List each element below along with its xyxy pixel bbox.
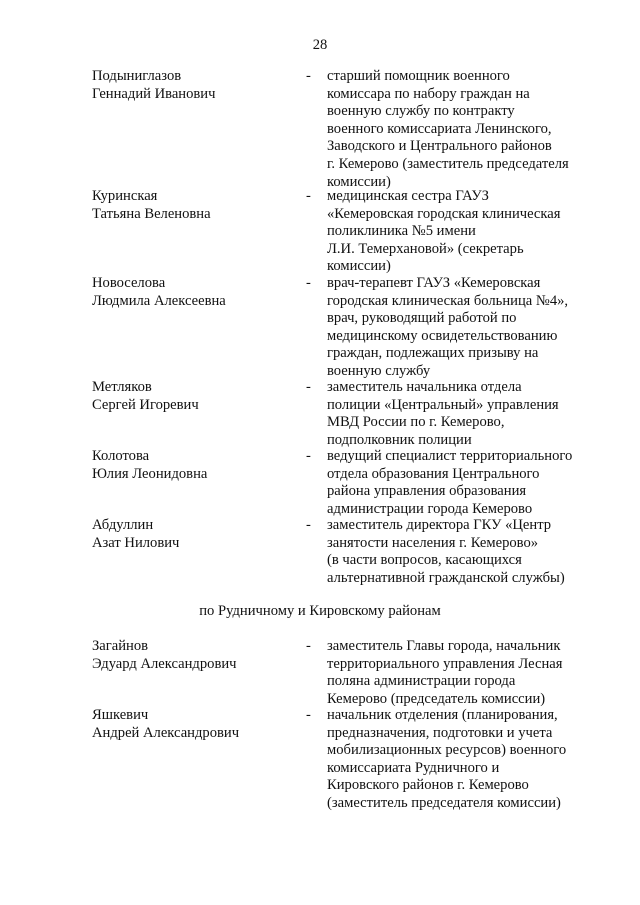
member-role: [327, 188, 597, 276]
role-line: врач, руководящий работой по: [327, 310, 517, 327]
member-name: [92, 707, 292, 742]
member-given-name: Геннадий Иванович: [92, 85, 216, 102]
member-surname: Новоселова: [92, 275, 166, 291]
role-line: заместитель Главы города, начальник: [327, 638, 561, 654]
role-line: полиции «Центральный» управления: [327, 396, 559, 413]
member-given-name: Юлия Леонидовна: [92, 465, 208, 482]
dash-separator: -: [306, 379, 311, 395]
role-line: комиссии): [327, 173, 391, 190]
member-name: [92, 517, 292, 552]
role-line: Л.И. Темерхановой» (секретарь: [327, 240, 524, 257]
member-role: [327, 517, 597, 587]
member-given-name: Андрей Александрович: [92, 724, 240, 741]
dash-separator: -: [306, 68, 311, 84]
member-name: [92, 188, 292, 223]
role-line: Кемерово (председатель комиссии): [327, 690, 546, 707]
member-surname: Яшкевич: [92, 707, 149, 723]
member-role: [327, 275, 597, 381]
role-line: подполковник полиции: [327, 431, 472, 448]
role-line: медицинская сестра ГАУЗ: [327, 188, 489, 204]
role-line: г. Кемерово (заместитель председателя: [327, 155, 569, 172]
role-line: «Кемеровская городская клиническая: [327, 205, 561, 222]
role-line: врач-терапевт ГАУЗ «Кемеровская: [327, 275, 541, 291]
role-line: (в части вопросов, касающихся: [327, 552, 522, 569]
role-line: поликлиника №5 имени: [327, 223, 476, 240]
role-line: Заводского и Центрального районов: [327, 138, 552, 155]
role-line: военную службу: [327, 362, 431, 379]
role-line: (заместитель председателя комиссии): [327, 794, 561, 811]
member-given-name: Татьяна Веленовна: [92, 205, 211, 222]
member-given-name: Эдуард Александрович: [92, 655, 237, 672]
member-given-name: Сергей Игоревич: [92, 396, 199, 413]
dash-separator: -: [306, 517, 311, 533]
member-role: [327, 379, 597, 449]
dash-separator: -: [306, 638, 311, 654]
role-line: комиссара по набору граждан на: [327, 85, 530, 102]
role-line: городская клиническая больница №4»,: [327, 292, 569, 309]
role-line: предназначения, подготовки и учета: [327, 724, 553, 741]
role-line: медицинскому освидетельствованию: [327, 327, 558, 344]
role-line: военную службу по контракту: [327, 103, 515, 120]
role-line: старший помощник военного: [327, 68, 510, 84]
section-heading: по Рудничному и Кировскому районам: [199, 603, 441, 619]
member-role: [327, 448, 597, 518]
member-role: [327, 68, 597, 191]
member-given-name: Людмила Алексеевна: [92, 292, 226, 309]
dash-separator: -: [306, 188, 311, 204]
member-surname: Абдуллин: [92, 517, 154, 533]
dash-separator: -: [306, 275, 311, 291]
role-line: комиссариата Рудничного и: [327, 759, 500, 776]
role-line: поляна администрации города: [327, 673, 516, 690]
member-surname: Загайнов: [92, 638, 149, 654]
member-role: [327, 707, 597, 813]
member-name: [92, 379, 292, 414]
member-role: [327, 638, 597, 708]
member-name: [92, 448, 292, 483]
role-line: заместитель директора ГКУ «Центр: [327, 517, 552, 533]
role-line: района управления образования: [327, 483, 527, 500]
member-surname: Куринская: [92, 188, 158, 204]
role-line: территориального управления Лесная: [327, 655, 563, 672]
member-name: [92, 638, 292, 673]
role-line: ведущий специалист территориального: [327, 448, 573, 464]
role-line: МВД России по г. Кемерово,: [327, 414, 505, 431]
member-surname: Подыниглазов: [92, 68, 182, 84]
role-line: комиссии): [327, 258, 391, 275]
role-line: мобилизационных ресурсов) военного: [327, 742, 567, 759]
page-number: 28: [312, 37, 328, 53]
role-line: Кировского районов г. Кемерово: [327, 777, 529, 794]
role-line: отдела образования Центрального: [327, 465, 540, 482]
role-line: граждан, подлежащих призыву на: [327, 345, 539, 362]
dash-separator: -: [306, 707, 311, 723]
dash-separator: -: [306, 448, 311, 464]
member-surname: Колотова: [92, 448, 150, 464]
role-line: заместитель начальника отдела: [327, 379, 522, 395]
role-line: начальник отделения (планирования,: [327, 707, 558, 723]
role-line: альтернативной гражданской службы): [327, 569, 565, 586]
role-line: администрации города Кемерово: [327, 500, 533, 517]
member-name: [92, 275, 292, 310]
member-surname: Метляков: [92, 379, 152, 395]
member-given-name: Азат Нилович: [92, 534, 180, 551]
role-line: военного комиссариата Ленинского,: [327, 120, 552, 137]
member-name: [92, 68, 292, 103]
role-line: занятости населения г. Кемерово»: [327, 534, 539, 551]
